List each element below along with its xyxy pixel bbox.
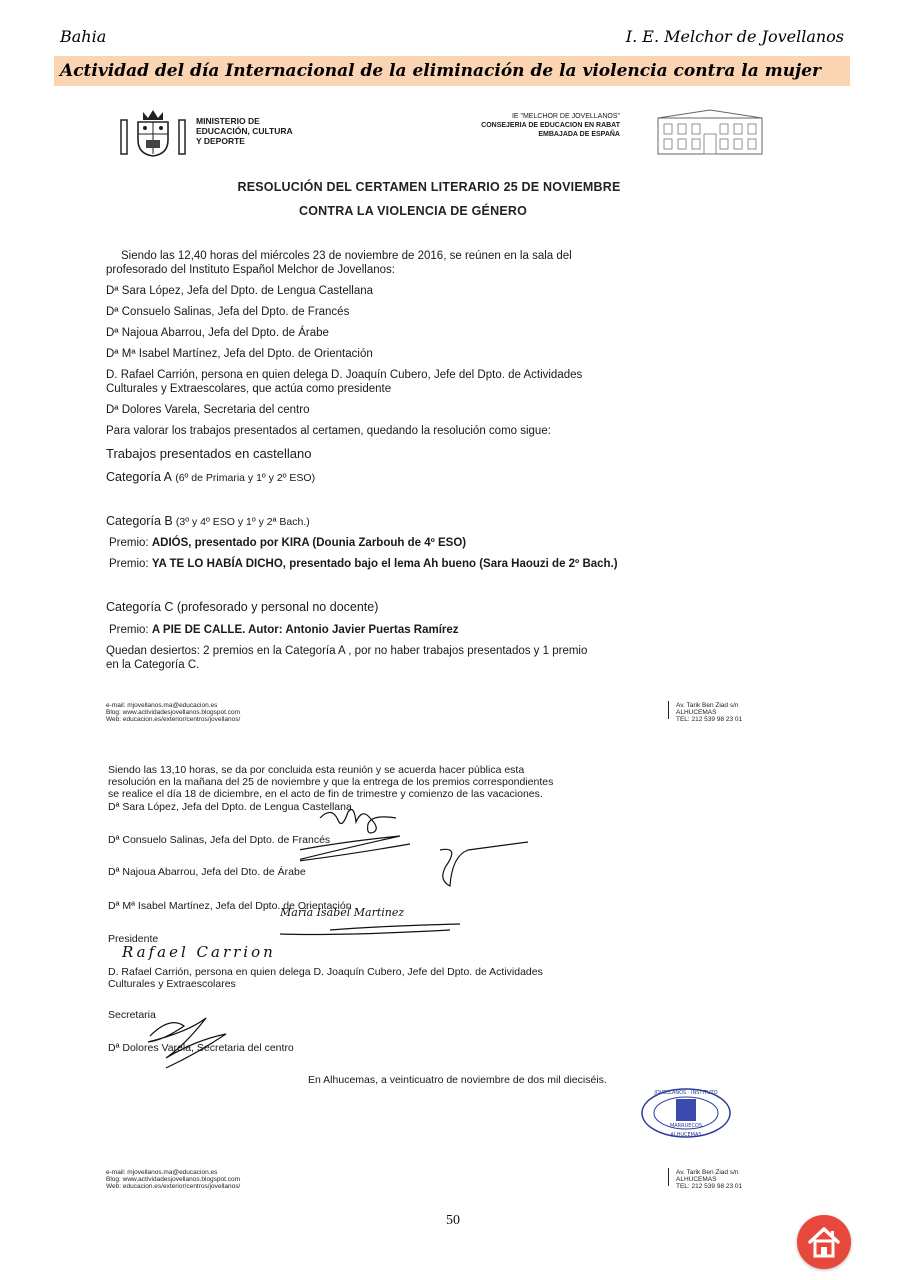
signatory-4: Dª Mª Isabel Martínez, Jefa del Dpto. de Orientación (108, 900, 352, 912)
school-building-icon (656, 108, 764, 156)
prize-b-2: Premio: YA TE LO HABÍA DICHO, presentado bajo el lema Ah bueno (Sara Haouzi de 2º Bach.) (109, 558, 618, 570)
home-button[interactable] (797, 1215, 851, 1269)
signatory-5: D. Rafael Carrión, persona en quien delega D. Joaquín Cubero, Jefe del Dpto. de Actividades Culturales y Extraescolares (108, 966, 543, 990)
signatory-1: Dª Sara López, Jefa del Dpto. de Lengua Castellana (108, 801, 352, 813)
ministry-name: MINISTERIO DE EDUCACIÓN, CULTURA Y DEPORTE (196, 116, 293, 146)
prize-b-1: Premio: ADIÓS, presentado por KIRA (Dounia Zarbouh de 4º ESO) (109, 537, 467, 549)
closing-paragraph: Siendo las 13,10 horas, se da por concluida esta reunión y se acuerda hacer pública esta resolución en la mañana del 25 de noviembre y que la entrega de los premios correspondientes se realice el día 18 de diciembre, en el acto de fin de trimestre y comienzo de las vacaciones. (108, 764, 554, 800)
category-c: Categoría C (profesorado y personal no docente) (106, 600, 379, 614)
desiertos-line-1: Quedan desiertos: 2 premios en la Categoría A , por no haber trabajos presentados y 1 premio (106, 645, 588, 657)
footer-contact-1: e-mail: mjovellanos.ma@educacion.es Blog: www.actividadesjovellanos.blogspot.com Web: educacion.es/exterior/centros/jovellanos/ (106, 702, 241, 723)
signatory-3: Dª Najoua Abarrou, Jefa del Dto. de Árabe (108, 866, 306, 878)
signatory-2: Dª Consuelo Salinas, Jefa del Dpto. de Francés (108, 834, 331, 846)
member-5-line-2: Culturales y Extraescolares, que actúa como presidente (106, 383, 392, 395)
category-a: Categoría A (6º de Primaria y 1º y 2º ESO) (106, 470, 316, 484)
spain-coat-of-arms-icon (118, 108, 188, 158)
handwriting-rafael: Rafael Carrion (122, 943, 276, 961)
desiertos-line-2: en la Categoría C. (106, 659, 200, 671)
stamp-center-text: MARRUECOS (669, 1123, 703, 1129)
member-3: Dª Najoua Abarrou, Jefa del Dpto. de Árabe (106, 327, 329, 339)
signature-dolores-varela (140, 1010, 250, 1070)
member-6: Dª Dolores Varela, Secretaria del centro (106, 404, 310, 416)
intro-line-2: profesorado del Instituto Español Melchor de Jovellanos: (106, 264, 395, 276)
header-left: Bahia (60, 27, 107, 46)
school-header: IE "MELCHOR DE JOVELLANOS" CONSEJERIA DE EDUCACION EN RABAT EMBAJADA DE ESPAÑA (481, 113, 620, 138)
home-icon (797, 1215, 851, 1269)
member-1: Dª Sara López, Jefa del Dpto. de Lengua Castellana (106, 285, 374, 297)
page-number: 50 (446, 1213, 460, 1228)
intro-line-1: Siendo las 12,40 horas del miércoles 23 de noviembre de 2016, se reúnen en la sala del (121, 250, 572, 262)
member-5-line-1: D. Rafael Carrión, persona en quien delega D. Joaquín Cubero, Jefe del Dpto. de Actividades (106, 369, 583, 381)
prize-c: Premio: A PIE DE CALLE. Autor: Antonio Javier Puertas Ramírez (109, 624, 459, 636)
handwriting-isabel: Maria Isabel Martinez (280, 906, 405, 919)
footer-address-2: Av. Tarik Ben Ziad s/n ALHUCEMAS TEL: 212 539 98 23 01 (676, 1169, 743, 1190)
footer-divider-2 (668, 1168, 669, 1186)
resolution-title: RESOLUCIÓN DEL CERTAMEN LITERARIO 25 DE NOVIEMBRE (237, 180, 621, 194)
signature-cluster-1 (300, 800, 530, 900)
trabajos-heading: Trabajos presentados en castellano (106, 446, 312, 461)
stamp-bottom-text: ALHUCEMAS (670, 1132, 702, 1138)
signatory-6: Dª Dolores Varela, Secretaria del centro (108, 1042, 294, 1054)
header-right: I. E. Melchor de Jovellanos (625, 27, 844, 46)
stamp-top-text: JOVELLANOS · INSTITUTO (654, 1090, 718, 1096)
footer-contact-2: e-mail: mjovellanos.ma@educacion.es Blog: www.actividadesjovellanos.blogspot.com Web: educacion.es/exterior/centros/jovellanos/ (106, 1169, 241, 1190)
footer-divider-1 (668, 701, 669, 719)
member-2: Dª Consuelo Salinas, Jefa del Dpto. de Francés (106, 306, 350, 318)
institute-stamp-icon (640, 1087, 732, 1139)
activity-banner: Actividad del día Internacional de la eliminación de la violencia contra la mujer (54, 56, 850, 86)
valorar-text: Para valorar los trabajos presentados al certamen, quedando la resolución como sigue: (106, 425, 551, 437)
presidente-label: Presidente (108, 933, 159, 945)
resolution-subtitle: CONTRA LA VIOLENCIA DE GÉNERO (298, 204, 528, 218)
secretaria-label: Secretaria (108, 1009, 156, 1021)
closing-date: En Alhucemas, a veinticuatro de noviembre de dos mil dieciséis. (308, 1074, 607, 1086)
footer-address-1: Av. Tarik Ben Ziad s/n ALHUCEMAS TEL: 212 539 98 23 01 (676, 702, 743, 723)
member-4: Dª Mª Isabel Martínez, Jefa del Dpto. de Orientación (106, 348, 373, 360)
category-b: Categoría B (3º y 4º ESO y 1º y 2ª Bach.) (106, 514, 310, 528)
